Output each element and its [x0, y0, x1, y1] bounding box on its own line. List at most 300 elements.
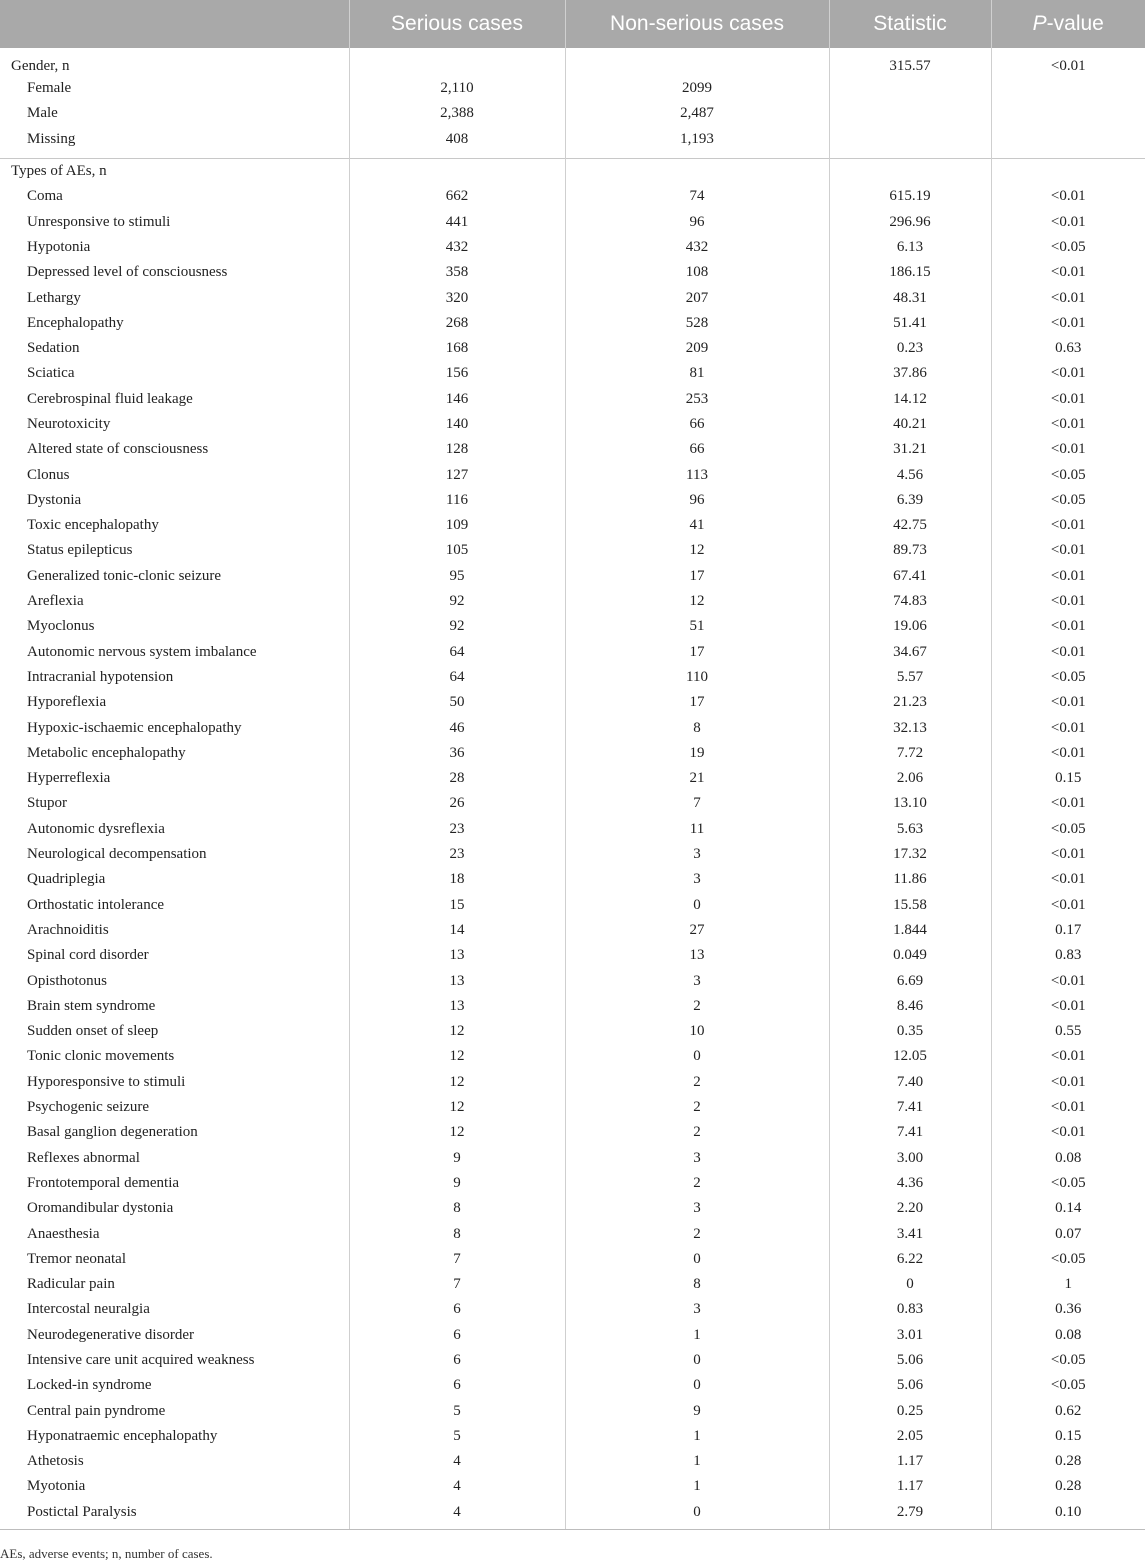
- ae-nonserious: 11: [565, 817, 829, 842]
- ae-pvalue: 0.08: [991, 1323, 1145, 1348]
- ae-pvalue: <0.01: [991, 640, 1145, 665]
- ae-row: [0, 640, 1145, 665]
- ae-pvalue: <0.01: [991, 311, 1145, 336]
- ae-statistic: 34.67: [829, 640, 991, 665]
- gender-row-nonserious: 2099: [565, 76, 829, 101]
- ae-serious: 13: [349, 943, 565, 968]
- ae-row: [0, 1196, 1145, 1221]
- ae-row: [0, 412, 1145, 437]
- ae-statistic: 2.79: [829, 1500, 991, 1530]
- ae-statistic: 8.46: [829, 994, 991, 1019]
- ae-nonserious: 74: [565, 184, 829, 209]
- ae-statistic: 2.05: [829, 1424, 991, 1449]
- gender-row: [0, 101, 1145, 126]
- ae-nonserious: 1: [565, 1323, 829, 1348]
- ae-label: Areflexia: [27, 593, 84, 610]
- ae-pvalue: <0.01: [991, 564, 1145, 589]
- ae-serious: 7: [349, 1272, 565, 1297]
- ae-nonserious: 10: [565, 1019, 829, 1044]
- aes-label: Types of AEs, n: [0, 158, 349, 184]
- ae-nonserious: 207: [565, 285, 829, 310]
- ae-serious: 358: [349, 260, 565, 285]
- ae-row: [0, 1171, 1145, 1196]
- ae-row: [0, 893, 1145, 918]
- ae-row: [0, 285, 1145, 310]
- ae-label: Central pain pyndrome: [27, 1402, 166, 1419]
- table-footnote: AEs, adverse events; n, number of cases.: [0, 1546, 213, 1561]
- ae-row: [0, 918, 1145, 943]
- gender-group-row: [0, 48, 1145, 76]
- ae-nonserious: 96: [565, 209, 829, 234]
- ae-serious: 156: [349, 361, 565, 386]
- ae-row: [0, 1449, 1145, 1474]
- ae-statistic: 2.06: [829, 766, 991, 791]
- ae-nonserious: 51: [565, 614, 829, 639]
- ae-label: Postictal Paralysis: [0, 1500, 349, 1530]
- ae-row: [0, 1297, 1145, 1322]
- ae-nonserious: 432: [565, 235, 829, 260]
- ae-label: Sudden onset of sleep: [27, 1023, 159, 1040]
- ae-statistic: 5.57: [829, 665, 991, 690]
- ae-pvalue: <0.05: [991, 488, 1145, 513]
- ae-nonserious: 8: [565, 1272, 829, 1297]
- ae-nonserious: 9: [565, 1398, 829, 1423]
- ae-serious: 12: [349, 1044, 565, 1069]
- ae-nonserious: 0: [565, 1247, 829, 1272]
- ae-serious: 109: [349, 513, 565, 538]
- ae-label: Myotonia: [27, 1478, 86, 1495]
- ae-row: [0, 336, 1145, 361]
- ae-pvalue: <0.01: [991, 412, 1145, 437]
- ae-pvalue: 0.14: [991, 1196, 1145, 1221]
- ae-pvalue: <0.01: [991, 538, 1145, 563]
- ae-label: Coma: [27, 188, 63, 205]
- ae-serious: 4: [349, 1474, 565, 1499]
- ae-pvalue: 0.07: [991, 1221, 1145, 1246]
- ae-statistic: 32.13: [829, 715, 991, 740]
- ae-statistic: 0.23: [829, 336, 991, 361]
- ae-serious: 128: [349, 437, 565, 462]
- ae-pvalue: <0.01: [991, 893, 1145, 918]
- ae-pvalue: <0.01: [991, 715, 1145, 740]
- ae-statistic: 6.39: [829, 488, 991, 513]
- ae-pvalue: <0.01: [991, 1070, 1145, 1095]
- ae-serious: 127: [349, 462, 565, 487]
- ae-nonserious: 2: [565, 1120, 829, 1145]
- gender-row-nonserious: 2,487: [565, 101, 829, 126]
- ae-label: Tonic clonic movements: [27, 1048, 175, 1065]
- ae-nonserious: 8: [565, 715, 829, 740]
- gender-row: [0, 76, 1145, 101]
- ae-pvalue: <0.01: [991, 842, 1145, 867]
- ae-serious: 9: [349, 1145, 565, 1170]
- ae-nonserious: 96: [565, 488, 829, 513]
- ae-row: [0, 1221, 1145, 1246]
- ae-pvalue: <0.01: [991, 285, 1145, 310]
- ae-label: Depressed level of consciousness: [27, 264, 228, 281]
- ae-statistic: 15.58: [829, 893, 991, 918]
- ae-pvalue: <0.05: [991, 235, 1145, 260]
- ae-label: Intensive care unit acquired weakness: [27, 1351, 255, 1368]
- ae-serious: 105: [349, 538, 565, 563]
- ae-nonserious: 110: [565, 665, 829, 690]
- ae-pvalue: <0.05: [991, 1373, 1145, 1398]
- ae-serious: 23: [349, 842, 565, 867]
- ae-pvalue: 0.17: [991, 918, 1145, 943]
- ae-pvalue: <0.01: [991, 387, 1145, 412]
- ae-label: Hyporesponsive to stimuli: [27, 1073, 186, 1090]
- ae-label: Opisthotonus: [27, 972, 108, 989]
- ae-row: [0, 867, 1145, 892]
- header-serious: Serious cases: [349, 0, 565, 48]
- ae-serious: 7: [349, 1247, 565, 1272]
- ae-row: [0, 1500, 1145, 1530]
- ae-row: [0, 715, 1145, 740]
- ae-pvalue: 1: [991, 1272, 1145, 1297]
- ae-nonserious: 253: [565, 387, 829, 412]
- ae-row: [0, 1398, 1145, 1423]
- ae-statistic: 11.86: [829, 867, 991, 892]
- ae-row: [0, 1145, 1145, 1170]
- ae-nonserious: 2: [565, 1095, 829, 1120]
- ae-label: Dystonia: [27, 491, 82, 508]
- ae-serious: 64: [349, 640, 565, 665]
- header-nonserious: Non-serious cases: [565, 0, 829, 48]
- ae-pvalue: <0.01: [991, 209, 1145, 234]
- ae-row: [0, 589, 1145, 614]
- gender-pvalue: <0.01: [991, 48, 1145, 76]
- ae-pvalue: <0.01: [991, 589, 1145, 614]
- ae-serious: 441: [349, 209, 565, 234]
- ae-label: Neurotoxicity: [27, 416, 111, 432]
- gender-row-label: Female: [27, 80, 72, 97]
- ae-label: Hyponatraemic encephalopathy: [27, 1427, 218, 1444]
- ae-row: [0, 1070, 1145, 1095]
- ae-row: [0, 842, 1145, 867]
- ae-serious: 5: [349, 1398, 565, 1423]
- ae-serious: 146: [349, 387, 565, 412]
- ae-serious: 5: [349, 1424, 565, 1449]
- ae-statistic: 48.31: [829, 285, 991, 310]
- ae-nonserious: 3: [565, 1297, 829, 1322]
- ae-pvalue: 0.63: [991, 336, 1145, 361]
- ae-pvalue: <0.01: [991, 260, 1145, 285]
- ae-serious: 12: [349, 1120, 565, 1145]
- ae-serious: 15: [349, 893, 565, 918]
- ae-pvalue: <0.01: [991, 994, 1145, 1019]
- ae-nonserious: 2: [565, 1070, 829, 1095]
- ae-pvalue: <0.01: [991, 741, 1145, 766]
- ae-serious: 23: [349, 817, 565, 842]
- ae-statistic: 1.17: [829, 1449, 991, 1474]
- ae-statistic: 7.41: [829, 1120, 991, 1145]
- ae-pvalue: 0.15: [991, 766, 1145, 791]
- ae-nonserious: 19: [565, 741, 829, 766]
- ae-nonserious: 81: [565, 361, 829, 386]
- ae-serious: 6: [349, 1297, 565, 1322]
- ae-row: [0, 1120, 1145, 1145]
- ae-pvalue: 0.55: [991, 1019, 1145, 1044]
- ae-serious: 12: [349, 1095, 565, 1120]
- ae-row: [0, 1323, 1145, 1348]
- ae-nonserious: 41: [565, 513, 829, 538]
- ae-serious: 28: [349, 766, 565, 791]
- ae-label: Unresponsive to stimuli: [27, 213, 171, 230]
- ae-serious: 46: [349, 715, 565, 740]
- ae-row: [0, 741, 1145, 766]
- ae-pvalue: 0.36: [991, 1297, 1145, 1322]
- ae-statistic: 31.21: [829, 437, 991, 462]
- ae-label: Hypoxic-ischaemic encephalopathy: [27, 719, 242, 736]
- ae-row: [0, 1348, 1145, 1373]
- ae-nonserious: 7: [565, 791, 829, 816]
- ae-statistic: 13.10: [829, 791, 991, 816]
- ae-nonserious: 12: [565, 538, 829, 563]
- ae-label: Psychogenic seizure: [27, 1099, 150, 1116]
- ae-label: Hyporeflexia: [27, 694, 107, 711]
- header-pvalue: [991, 0, 1145, 48]
- ae-pvalue: <0.05: [991, 1247, 1145, 1272]
- ae-nonserious: 13: [565, 943, 829, 968]
- ae-label: Arachnoiditis: [27, 921, 109, 938]
- ae-row: [0, 943, 1145, 968]
- ae-row: [0, 766, 1145, 791]
- ae-pvalue: <0.01: [991, 361, 1145, 386]
- ae-label: Spinal cord disorder: [27, 947, 149, 964]
- ae-serious: 320: [349, 285, 565, 310]
- ae-statistic: 14.12: [829, 387, 991, 412]
- ae-label: Quadriplegia: [27, 871, 106, 888]
- ae-serious: 8: [349, 1196, 565, 1221]
- ae-row: [0, 791, 1145, 816]
- ae-label: Orthostatic intolerance: [27, 896, 165, 913]
- header-label: [0, 0, 349, 48]
- ae-pvalue: <0.01: [991, 968, 1145, 993]
- ae-row: [0, 488, 1145, 513]
- ae-nonserious: 0: [565, 1500, 829, 1530]
- ae-statistic: 6.69: [829, 968, 991, 993]
- ae-serious: 14: [349, 918, 565, 943]
- ae-pvalue: 0.83: [991, 943, 1145, 968]
- ae-serious: 6: [349, 1373, 565, 1398]
- ae-nonserious: 21: [565, 766, 829, 791]
- ae-statistic: 5.06: [829, 1373, 991, 1398]
- ae-statistic: 2.20: [829, 1196, 991, 1221]
- ae-serious: 64: [349, 665, 565, 690]
- ae-pvalue: <0.01: [991, 867, 1145, 892]
- ae-statistic: 74.83: [829, 589, 991, 614]
- ae-serious: 140: [349, 412, 565, 437]
- ae-statistic: 0.25: [829, 1398, 991, 1423]
- ae-label: Myoclonus: [27, 618, 95, 635]
- ae-serious: 6: [349, 1348, 565, 1373]
- ae-nonserious: 0: [565, 1044, 829, 1069]
- ae-row: [0, 513, 1145, 538]
- ae-label: Autonomic nervous system imbalance: [27, 643, 257, 660]
- ae-serious: 50: [349, 690, 565, 715]
- ae-serious: 26: [349, 791, 565, 816]
- ae-nonserious: 1: [565, 1449, 829, 1474]
- ae-statistic: 186.15: [829, 260, 991, 285]
- ae-label: Stupor: [27, 795, 68, 812]
- ae-row: [0, 437, 1145, 462]
- ae-serious: 95: [349, 564, 565, 589]
- gender-row-serious: 2,388: [349, 101, 565, 126]
- ae-statistic: 37.86: [829, 361, 991, 386]
- ae-statistic: 19.06: [829, 614, 991, 639]
- ae-nonserious: 0: [565, 1373, 829, 1398]
- ae-nonserious: 66: [565, 437, 829, 462]
- header-statistic: Statistic: [829, 0, 991, 48]
- ae-nonserious: 108: [565, 260, 829, 285]
- ae-serious: 432: [349, 235, 565, 260]
- ae-label: Encephalopathy: [27, 314, 124, 331]
- ae-label: Tremor neonatal: [27, 1250, 127, 1267]
- ae-statistic: 1.844: [829, 918, 991, 943]
- ae-row: [0, 614, 1145, 639]
- ae-nonserious: 17: [565, 640, 829, 665]
- ae-pvalue: <0.05: [991, 817, 1145, 842]
- ae-pvalue: 0.10: [991, 1500, 1145, 1530]
- ae-statistic: 615.19: [829, 184, 991, 209]
- ae-pvalue: 0.28: [991, 1449, 1145, 1474]
- ae-statistic: 21.23: [829, 690, 991, 715]
- ae-pvalue: <0.01: [991, 791, 1145, 816]
- ae-pvalue: <0.05: [991, 1348, 1145, 1373]
- ae-pvalue: 0.28: [991, 1474, 1145, 1499]
- ae-nonserious: 3: [565, 842, 829, 867]
- ae-nonserious: 17: [565, 564, 829, 589]
- ae-serious: 13: [349, 968, 565, 993]
- ae-statistic: 3.41: [829, 1221, 991, 1246]
- gender-row-nonserious: 1,193: [565, 127, 829, 159]
- ae-row: [0, 1247, 1145, 1272]
- ae-serious: 36: [349, 741, 565, 766]
- ae-serious: 4: [349, 1500, 565, 1530]
- ae-pvalue: 0.62: [991, 1398, 1145, 1423]
- ae-label: Brain stem syndrome: [27, 997, 156, 1014]
- ae-label: Basal ganglion degeneration: [27, 1124, 198, 1141]
- gender-statistic: 315.57: [829, 48, 991, 76]
- ae-statistic: 6.22: [829, 1247, 991, 1272]
- gender-row-label: Missing: [27, 130, 76, 147]
- ae-row: [0, 1272, 1145, 1297]
- ae-label: Frontotemporal dementia: [27, 1174, 180, 1191]
- ae-nonserious: 528: [565, 311, 829, 336]
- ae-statistic: 0.35: [829, 1019, 991, 1044]
- ae-label: Hyperreflexia: [27, 770, 111, 787]
- ae-row: [0, 260, 1145, 285]
- ae-statistic: 7.41: [829, 1095, 991, 1120]
- ae-nonserious: 66: [565, 412, 829, 437]
- ae-pvalue: <0.01: [991, 1095, 1145, 1120]
- ae-statistic: 51.41: [829, 311, 991, 336]
- ae-row: [0, 817, 1145, 842]
- gender-row-serious: 2,110: [349, 76, 565, 101]
- ae-pvalue: <0.01: [991, 614, 1145, 639]
- ae-serious: 662: [349, 184, 565, 209]
- header-pvalue-suffix: -value: [1046, 12, 1104, 35]
- ae-statistic: 296.96: [829, 209, 991, 234]
- ae-statistic: 67.41: [829, 564, 991, 589]
- ae-label: Cerebrospinal fluid leakage: [27, 390, 193, 407]
- ae-row: [0, 994, 1145, 1019]
- ae-serious: 268: [349, 311, 565, 336]
- ae-row: [0, 1373, 1145, 1398]
- ae-statistic: 0.049: [829, 943, 991, 968]
- ae-pvalue: <0.05: [991, 1171, 1145, 1196]
- ae-serious: 168: [349, 336, 565, 361]
- ae-pvalue: <0.05: [991, 462, 1145, 487]
- ae-serious: 12: [349, 1019, 565, 1044]
- ae-pvalue: <0.01: [991, 1120, 1145, 1145]
- ae-serious: 4: [349, 1449, 565, 1474]
- ae-row: [0, 1474, 1145, 1499]
- ae-nonserious: 3: [565, 1196, 829, 1221]
- ae-nonserious: 2: [565, 1171, 829, 1196]
- header-pvalue-p: P: [1032, 12, 1047, 35]
- ae-row: [0, 564, 1145, 589]
- ae-row: [0, 690, 1145, 715]
- ae-statistic: 7.40: [829, 1070, 991, 1095]
- ae-row: [0, 968, 1145, 993]
- ae-statistic: 0: [829, 1272, 991, 1297]
- ae-statistic: 42.75: [829, 513, 991, 538]
- ae-label: Status epilepticus: [27, 542, 133, 559]
- ae-label: Sedation: [27, 340, 80, 357]
- ae-label: Oromandibular dystonia: [27, 1200, 174, 1217]
- ae-row: [0, 209, 1145, 234]
- ae-label: Anaesthesia: [27, 1225, 100, 1242]
- gender-row-serious: 408: [349, 127, 565, 159]
- ae-serious: 116: [349, 488, 565, 513]
- ae-row: [0, 235, 1145, 260]
- ae-label: Sciatica: [27, 365, 75, 382]
- ae-serious: 9: [349, 1171, 565, 1196]
- ae-pvalue: <0.01: [991, 1044, 1145, 1069]
- ae-pvalue: 0.15: [991, 1424, 1145, 1449]
- ae-serious: 8: [349, 1221, 565, 1246]
- ae-label: Hypotonia: [27, 238, 91, 255]
- ae-label: Lethargy: [27, 289, 81, 306]
- ae-row: [0, 665, 1145, 690]
- ae-nonserious: 3: [565, 968, 829, 993]
- ae-label: Locked-in syndrome: [27, 1377, 152, 1394]
- ae-label: Neurological decompensation: [27, 846, 207, 863]
- ae-statistic: 12.05: [829, 1044, 991, 1069]
- ae-pvalue: <0.01: [991, 513, 1145, 538]
- ae-statistic: 4.56: [829, 462, 991, 487]
- ae-row: [0, 361, 1145, 386]
- header-row: [0, 0, 1145, 48]
- ae-row: [0, 311, 1145, 336]
- ae-nonserious: 3: [565, 867, 829, 892]
- ae-statistic: 7.72: [829, 741, 991, 766]
- ae-nonserious: 17: [565, 690, 829, 715]
- ae-nonserious: 27: [565, 918, 829, 943]
- ae-statistic: 3.01: [829, 1323, 991, 1348]
- ae-row: [0, 538, 1145, 563]
- ae-row: [0, 184, 1145, 209]
- ae-statistic: 0.83: [829, 1297, 991, 1322]
- ae-row: [0, 1044, 1145, 1069]
- ae-nonserious: 12: [565, 589, 829, 614]
- ae-statistic: 5.06: [829, 1348, 991, 1373]
- ae-label: Reflexes abnormal: [27, 1149, 140, 1166]
- ae-label: Altered state of consciousness: [27, 441, 209, 458]
- ae-serious: 13: [349, 994, 565, 1019]
- ae-label: Metabolic encephalopathy: [27, 744, 186, 761]
